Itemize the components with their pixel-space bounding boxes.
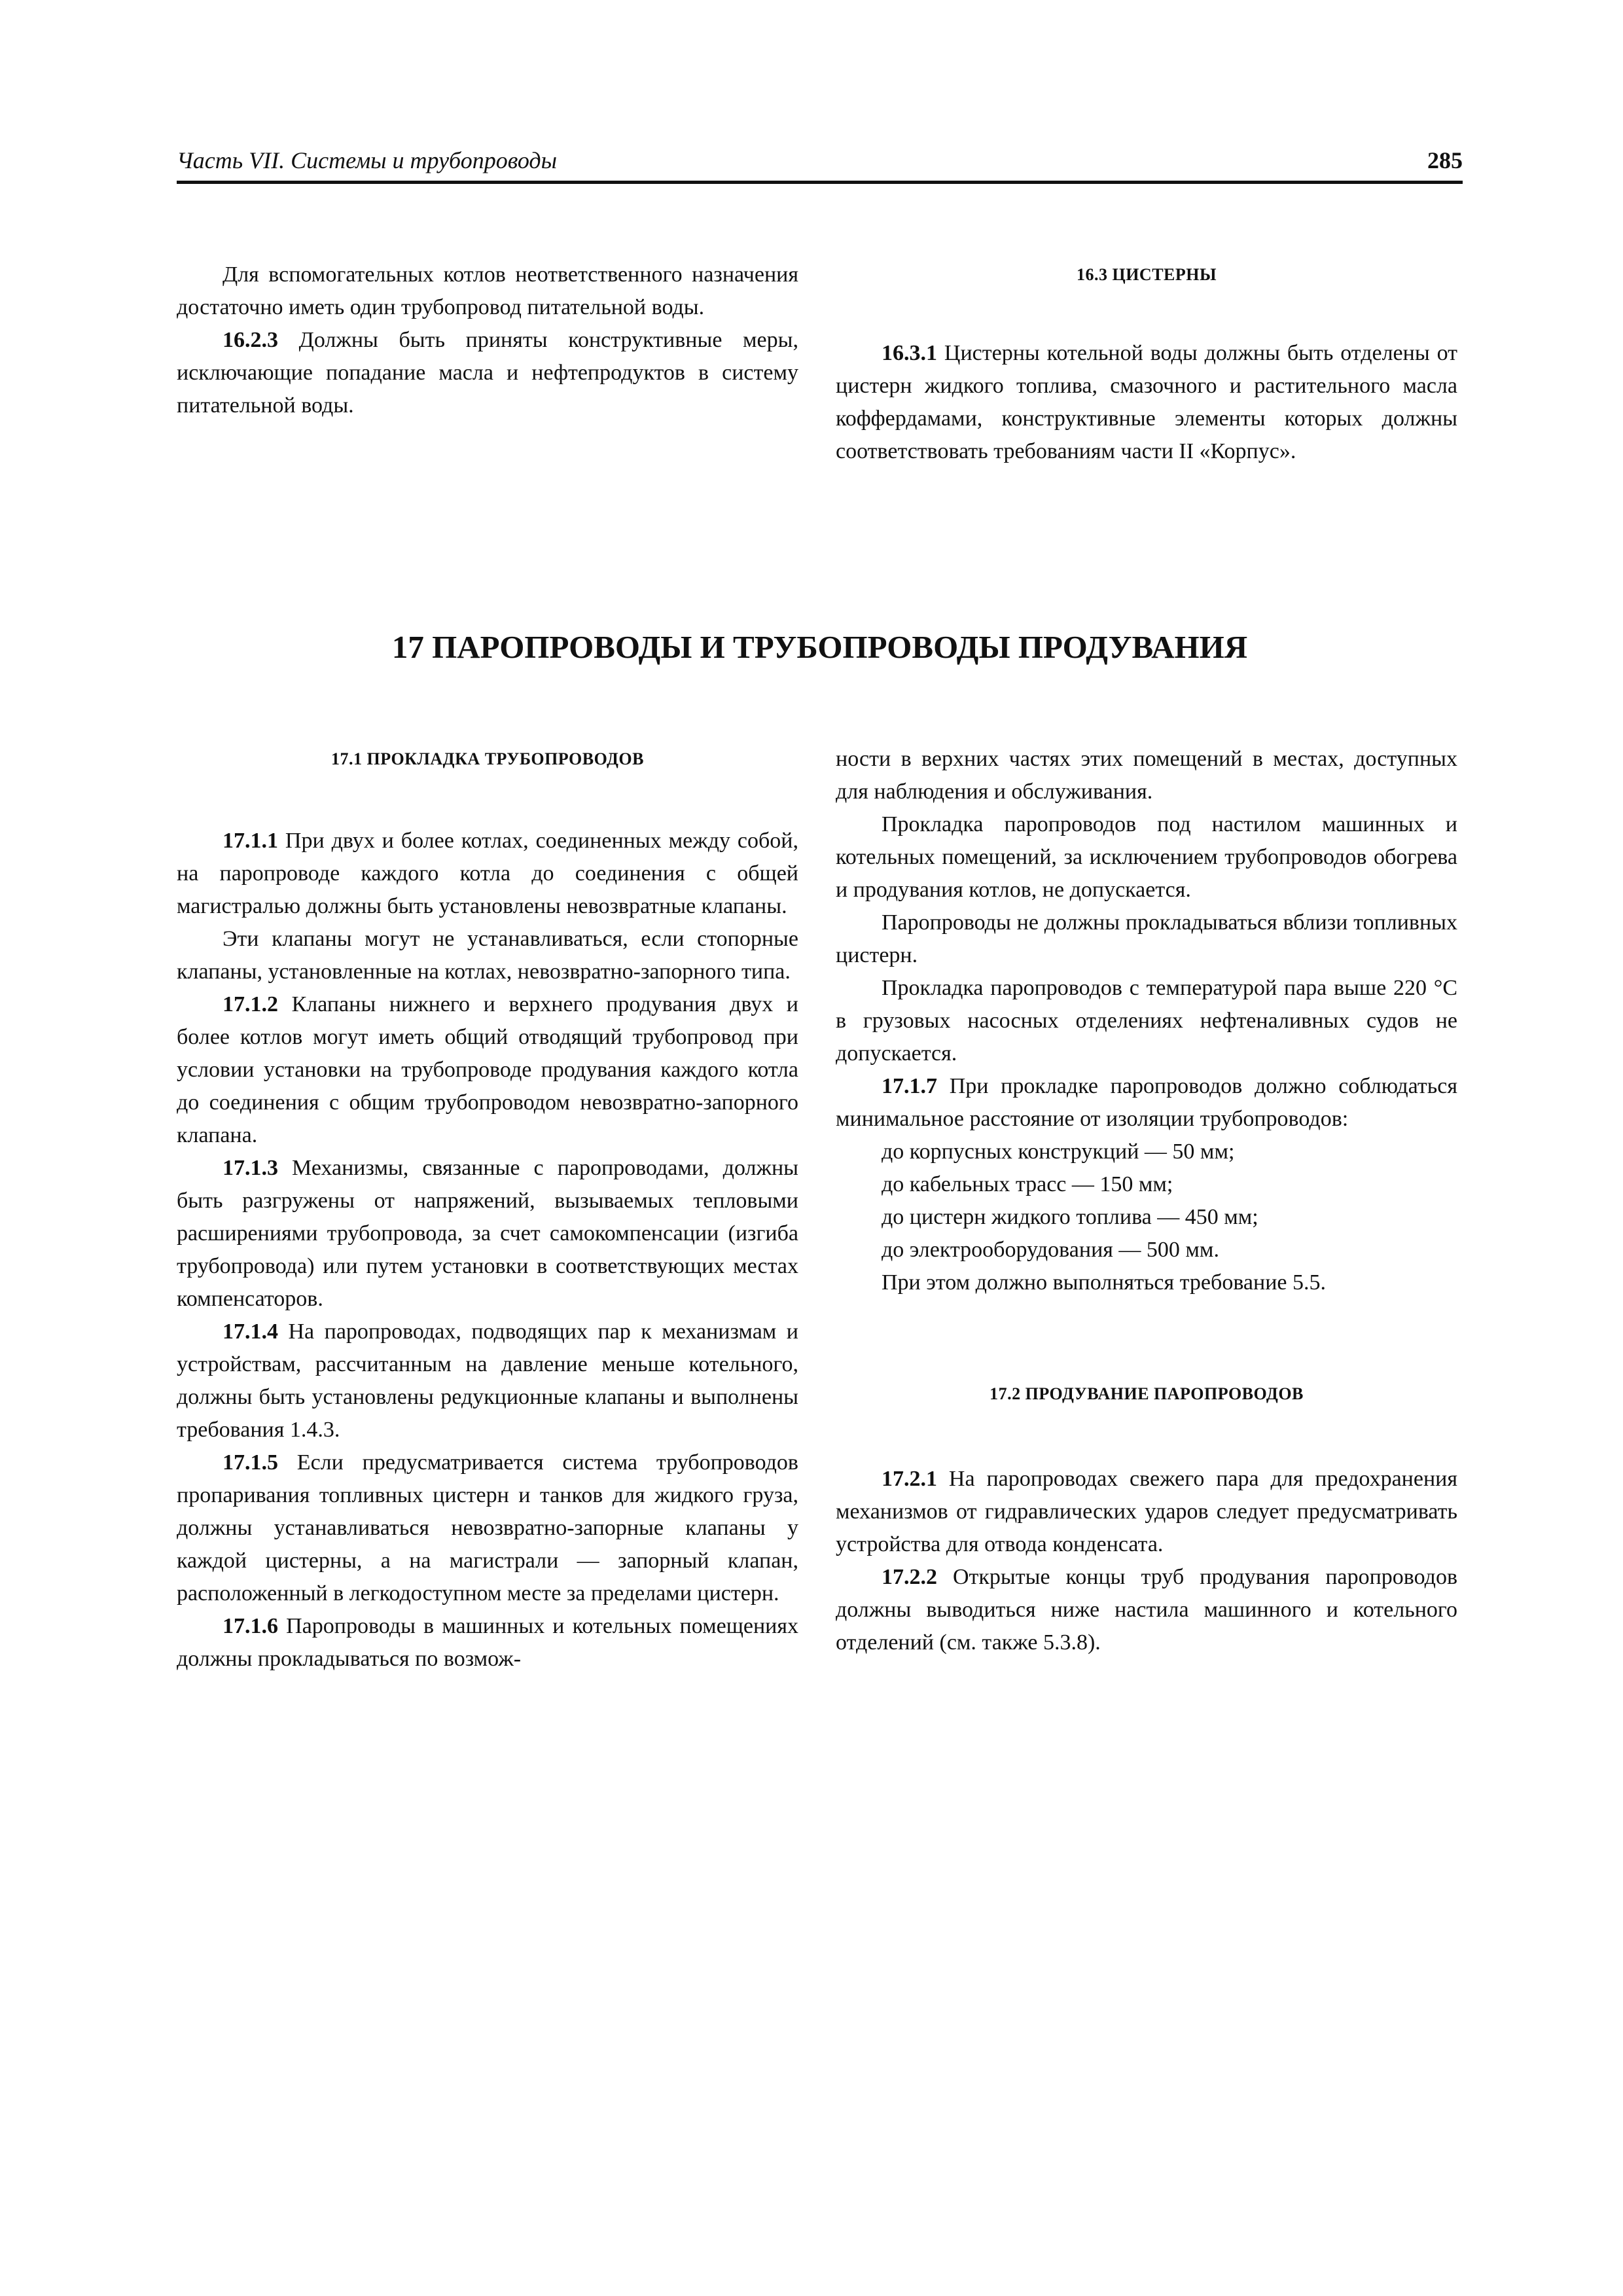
- clause-number: 17.1.1: [223, 829, 278, 853]
- paragraph-17-1-3: 17.1.3 Механизмы, связанные с паропроводами, должны быть разгружены от напряжений, вызываемых тепловыми расширениями трубопровода, за счет самокомпенсации (изгиба трубопровода) или путем установки в соответствующих местах компенсаторов.: [177, 1156, 798, 1311]
- clause-number: 17.1.6: [223, 1614, 278, 1638]
- clause-number: 17.1.2: [223, 992, 278, 1016]
- clause-number: 17.1.3: [223, 1156, 278, 1180]
- paragraph-continued: ности в верхних частях этих помещений в местах, доступных для наблюдения и обслуживания.: [836, 747, 1457, 804]
- paragraph-17-1-4: 17.1.4 На паропроводах, подводящих пар к механизмам и устройствам, рассчитанным на давление меньше котельного, должны быть установлены редукционные клапаны и выполнены требования 1.4.3.: [177, 1319, 798, 1442]
- top-left-column: [177, 259, 798, 422]
- paragraph: Прокладка паропроводов под настилом машинных и котельных помещений, за исключением трубопроводов обогрева и продувания котлов, не допускается.: [836, 812, 1457, 902]
- paragraph-17-2-2: 17.2.2 Открытые концы труб продувания паропроводов должны выводиться ниже настила машинного и котельного отделений (см. также 5.3.8).: [836, 1565, 1457, 1655]
- paragraph-17-1-2: 17.1.2 Клапаны нижнего и верхнего продувания двух и более котлов могут иметь общий отводящий трубопровод при условии установки на трубопроводе продувания каждого котла до соединения с общим трубопроводом невозвратно-запорного клапана.: [177, 992, 798, 1147]
- running-title: Часть VII. Системы и трубопроводы: [177, 147, 557, 173]
- list-item: до кабельных трасс — 150 мм;: [882, 1172, 1173, 1196]
- paragraph-16-3-1: 16.3.1 Цистерны котельной воды должны быть отделены от цистерн жидкого топлива, смазочного и растительного масла коффердамами, конструктивные элементы которых должны соответствовать требованиям части II «Корпус».: [836, 341, 1457, 463]
- clause-number: 17.2.1: [882, 1467, 937, 1491]
- clause-number: 17.1.5: [223, 1450, 278, 1475]
- clause-number: 16.3.1: [882, 341, 937, 365]
- clause-number: 17.1.7: [882, 1074, 937, 1098]
- paragraph-17-1-5: 17.1.5 Если предусматривается система трубопроводов пропаривания топливных цистерн и танков для жидкого груза, должны устанавливаться невозвратно-запорные клапаны у каждой цистерны, а на магистрали — запорный клапан, расположенный в легкодоступном месте за пределами цистерн.: [177, 1450, 798, 1605]
- clause-number: 17.2.2: [882, 1565, 937, 1589]
- section-heading-17-2: 17.2 ПРОДУВАНИЕ ПАРОПРОВОДОВ: [990, 1384, 1304, 1403]
- section-heading-17-1: 17.1 ПРОКЛАДКА ТРУБОПРОВОДОВ: [331, 749, 644, 768]
- paragraph: Прокладка паропроводов с температурой пара выше 220 °С в грузовых насосных отделениях нефтеналивных судов не допускается.: [836, 976, 1457, 1066]
- paragraph-16-2-3: 16.2.3 Должны быть приняты конструктивные меры, исключающие попадание масла и нефтепродуктов в систему питательной воды.: [177, 328, 798, 418]
- paragraph-17-1-7: 17.1.7 При прокладке паропроводов должно соблюдаться минимальное расстояние от изоляции трубопроводов:: [836, 1074, 1457, 1131]
- page-number: 285: [1427, 147, 1463, 173]
- clause-number: 17.1.4: [223, 1319, 278, 1344]
- right-column: [836, 743, 1457, 1659]
- list-item: до корпусных конструкций — 50 мм;: [882, 1139, 1235, 1164]
- paragraph: При этом должно выполняться требование 5.5.: [882, 1270, 1327, 1295]
- paragraph: Паропроводы не должны прокладываться вблизи топливных цистерн.: [836, 910, 1457, 967]
- clause-number: 16.2.3: [223, 328, 278, 352]
- list-item: до электрооборудования — 500 мм.: [882, 1238, 1219, 1262]
- paragraph-17-2-1: 17.2.1 На паропроводах свежего пара для предохранения механизмов от гидравлических ударов следует предусматривать устройства для отвода конденсата.: [836, 1467, 1457, 1556]
- section-heading-16-3: 16.3 ЦИСТЕРНЫ: [1076, 265, 1217, 284]
- paragraph: Для вспомогательных котлов неответственного назначения достаточно иметь один трубопровод питательной воды.: [177, 262, 798, 319]
- paragraph-17-1-6: 17.1.6 Паропроводы в машинных и котельных помещениях должны прокладываться по возмож-: [177, 1614, 798, 1671]
- paragraph-17-1-1: 17.1.1 При двух и более котлах, соединенных между собой, на паропроводе каждого котла до соединения с общей магистралью должны быть установлены невозвратные клапаны.: [177, 829, 798, 918]
- chapter-title: 17 ПАРОПРОВОДЫ И ТРУБОПРОВОДЫ ПРОДУВАНИЯ: [391, 629, 1248, 665]
- left-column: [177, 743, 798, 1676]
- paragraph: Эти клапаны могут не устанавливаться, если стопорные клапаны, установленные на котлах, невозвратно-запорного типа.: [177, 927, 798, 984]
- top-right-column: [836, 259, 1457, 468]
- page-header: [177, 141, 1463, 184]
- list-item: до цистерн жидкого топлива — 450 мм;: [882, 1205, 1258, 1229]
